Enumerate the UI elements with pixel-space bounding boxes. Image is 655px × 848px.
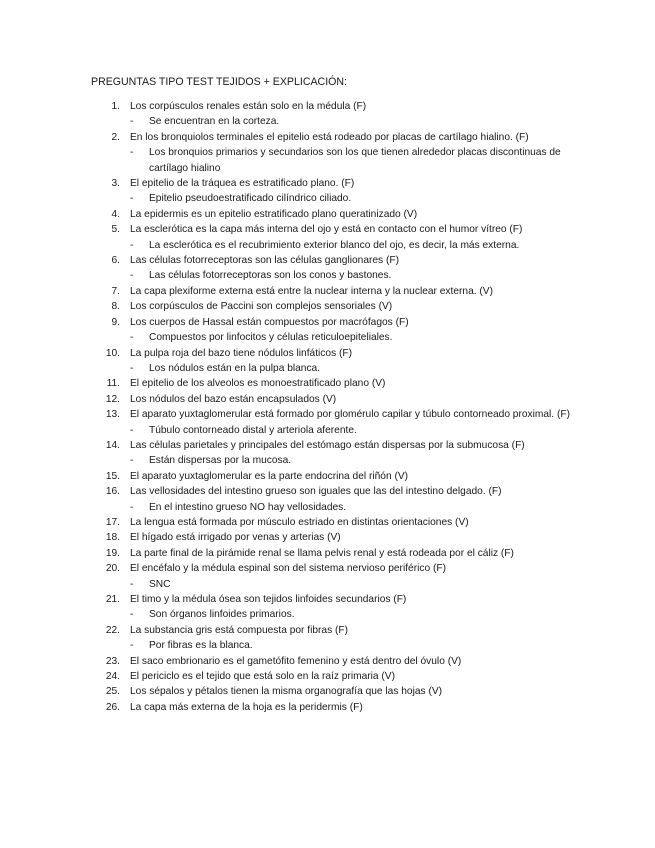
- question-number: 14.: [105, 439, 120, 451]
- question-statement: Las vellosidades del intestino grueso son iguales que las del intestino delgado. (F): [130, 486, 502, 498]
- question-number: 8.: [111, 301, 120, 313]
- question-number: 25.: [105, 686, 120, 698]
- question-statement: El aparato yuxtaglomerular está formado por glomérulo capilar y túbulo contorneado proximal. (F): [130, 409, 570, 421]
- bullet-dash: -: [130, 147, 134, 159]
- question-number: 4.: [111, 208, 120, 220]
- question-statement: Los nódulos del bazo están encapsulados (V): [130, 393, 337, 405]
- question-item: [91, 484, 576, 515]
- question-explanation: [130, 114, 576, 129]
- question-item: [91, 515, 576, 530]
- question-explanation: [130, 577, 576, 592]
- bullet-dash: -: [130, 424, 134, 436]
- question-statement: Las células parietales y principales del estómago están dispersas por la submucosa (F): [130, 439, 525, 451]
- question-item: [91, 407, 576, 438]
- question-number: 7.: [111, 285, 120, 297]
- question-statement: La pulpa roja del bazo tiene nódulos linfáticos (F): [130, 347, 352, 359]
- question-statement: El saco embrionario es el gametófito femenino y está dentro del óvulo (V): [130, 655, 462, 667]
- question-number: 15.: [105, 470, 120, 482]
- bullet-dash: -: [130, 640, 134, 652]
- question-item: [91, 130, 576, 176]
- question-item: [91, 530, 576, 545]
- question-statement: El epitelio de la tráquea es estratificado plano. (F): [130, 178, 355, 190]
- question-item: [91, 376, 576, 391]
- question-number: 6.: [111, 255, 120, 267]
- explanation-text: Se encuentran en la corteza.: [149, 116, 280, 128]
- question-item: [91, 623, 576, 654]
- question-item: [91, 546, 576, 561]
- question-number: 12.: [105, 393, 120, 405]
- bullet-dash: -: [130, 332, 134, 344]
- question-item: [91, 438, 576, 469]
- question-item: [91, 99, 576, 130]
- bullet-dash: -: [130, 455, 134, 467]
- explanation-text: Las células fotorreceptoras son los conos y bastones.: [149, 270, 392, 282]
- explanation-text: Por fibras es la blanca.: [149, 640, 253, 652]
- bullet-dash: -: [130, 239, 134, 251]
- question-item: [91, 346, 576, 377]
- question-statement: La esclerótica es la capa más interna del ojo y está en contacto con el humor vítreo (F): [130, 224, 523, 236]
- question-explanation: [130, 500, 576, 515]
- question-explanation: [130, 361, 576, 376]
- question-item: [91, 222, 576, 253]
- question-statement: Los corpúsculos renales están solo en la médula (F): [130, 101, 367, 112]
- question-number: 10.: [105, 347, 120, 359]
- bullet-dash: -: [130, 116, 134, 128]
- bullet-dash: -: [130, 609, 134, 621]
- question-item: [91, 561, 576, 592]
- explanation-text: Son órganos linfoides primarios.: [149, 609, 295, 621]
- question-statement: Los corpúsculos de Paccini son complejos sensoriales (V): [130, 301, 393, 313]
- question-statement: El timo y la médula ósea son tejidos linfoides secundarios (F): [130, 594, 407, 605]
- explanation-text: Los nódulos están en la pulpa blanca.: [149, 362, 321, 374]
- question-number: 20.: [105, 563, 120, 575]
- bullet-dash: -: [130, 270, 134, 282]
- question-item: [91, 669, 576, 684]
- explanation-text: En el intestino grueso NO hay vellosidades.: [149, 501, 347, 513]
- question-statement: Las células fotorreceptoras son las células ganglionares (F): [130, 255, 399, 267]
- question-number: 24.: [105, 671, 120, 683]
- bullet-dash: -: [130, 501, 134, 513]
- question-explanation: [130, 607, 576, 622]
- question-number: 2.: [111, 131, 120, 143]
- question-item: [91, 207, 576, 222]
- question-number: 26.: [105, 701, 120, 713]
- page-title: PREGUNTAS TIPO TEST TEJIDOS + EXPLICACIÓN:: [91, 76, 347, 88]
- question-number: 21.: [105, 594, 120, 605]
- question-item: [91, 592, 576, 623]
- question-explanation: [130, 330, 576, 345]
- question-item: [91, 299, 576, 314]
- bullet-dash: -: [130, 193, 134, 205]
- question-item: [91, 469, 576, 484]
- question-explanation: [130, 238, 576, 253]
- question-statement: El encéfalo y la médula espinal son del sistema nervioso periférico (F): [130, 563, 446, 575]
- question-item: [91, 176, 576, 207]
- question-statement: La capa plexiforme externa está entre la nuclear interna y la nuclear externa. (V): [130, 285, 493, 297]
- question-explanation: [130, 638, 576, 653]
- explanation-text: Los bronquios primarios y secundarios son los que tienen alrededor placas discontinuas de cartílago hialino: [149, 147, 561, 174]
- question-number: 17.: [105, 516, 120, 528]
- question-statement: Los cuerpos de Hassal están compuestos por macrófagos (F): [130, 316, 409, 328]
- question-item: [91, 654, 576, 669]
- question-number: 23.: [105, 655, 120, 667]
- question-number: 5.: [111, 224, 120, 236]
- bullet-dash: -: [130, 578, 134, 590]
- question-item: [91, 284, 576, 299]
- question-statement: Los sépalos y pétalos tienen la misma organografía que las hojas (V): [130, 686, 443, 698]
- explanation-text: Están dispersas por la mucosa.: [149, 455, 292, 467]
- question-statement: La epidermis es un epitelio estratificado plano queratinizado (V): [130, 208, 418, 220]
- question-statement: La capa más externa de la hoja es la peridermis (F): [130, 701, 363, 713]
- question-statement: La parte final de la pirámide renal se llama pelvis renal y está rodeada por el cáliz (F): [130, 547, 514, 559]
- bullet-dash: -: [130, 362, 134, 374]
- question-number: 22.: [105, 624, 120, 636]
- question-number: 18.: [105, 532, 120, 544]
- explanation-text: La esclerótica es el recubrimiento exterior blanco del ojo, es decir, la más externa.: [149, 239, 520, 251]
- question-number: 1.: [111, 101, 120, 112]
- question-statement: El periciclo es el tejido que está solo en la raíz primaria (V): [130, 671, 395, 683]
- question-explanation: [130, 268, 576, 283]
- question-number: 13.: [105, 409, 120, 421]
- question-number: 3.: [111, 178, 120, 190]
- question-statement: En los bronquiolos terminales el epitelio está rodeado por placas de cartílago hialino. (F): [130, 131, 529, 143]
- question-number: 19.: [105, 547, 120, 559]
- question-explanation: [130, 191, 576, 206]
- question-explanation: [130, 145, 576, 176]
- question-statement: El epitelio de los alveolos es monoestratificado plano (V): [130, 378, 386, 390]
- question-number: 9.: [111, 316, 120, 328]
- question-item: [91, 392, 576, 407]
- question-item: [91, 684, 576, 699]
- question-statement: El hígado está irrigado por venas y arterias (V): [130, 532, 341, 544]
- explanation-text: Túbulo contorneado distal y arteriola aferente.: [149, 424, 357, 436]
- question-statement: La substancia gris está compuesta por fibras (F): [130, 624, 348, 636]
- question-statement: La lengua está formada por músculo estriado en distintas orientaciones (V): [130, 516, 469, 528]
- question-item: [91, 253, 576, 284]
- explanation-text: Epitelio pseudoestratificado cilíndrico ciliado.: [149, 193, 352, 205]
- question-explanation: [130, 423, 576, 438]
- question-item: [91, 700, 576, 715]
- question-number: 11.: [106, 378, 120, 390]
- question-explanation: [130, 453, 576, 468]
- explanation-text: SNC: [149, 578, 171, 590]
- question-statement: El aparato yuxtaglomerular es la parte endocrina del riñón (V): [130, 470, 409, 482]
- question-item: [91, 315, 576, 346]
- explanation-text: Compuestos por linfocitos y células reticuloepiteliales.: [149, 332, 393, 344]
- question-number: 16.: [105, 486, 120, 498]
- question-list: [91, 99, 576, 715]
